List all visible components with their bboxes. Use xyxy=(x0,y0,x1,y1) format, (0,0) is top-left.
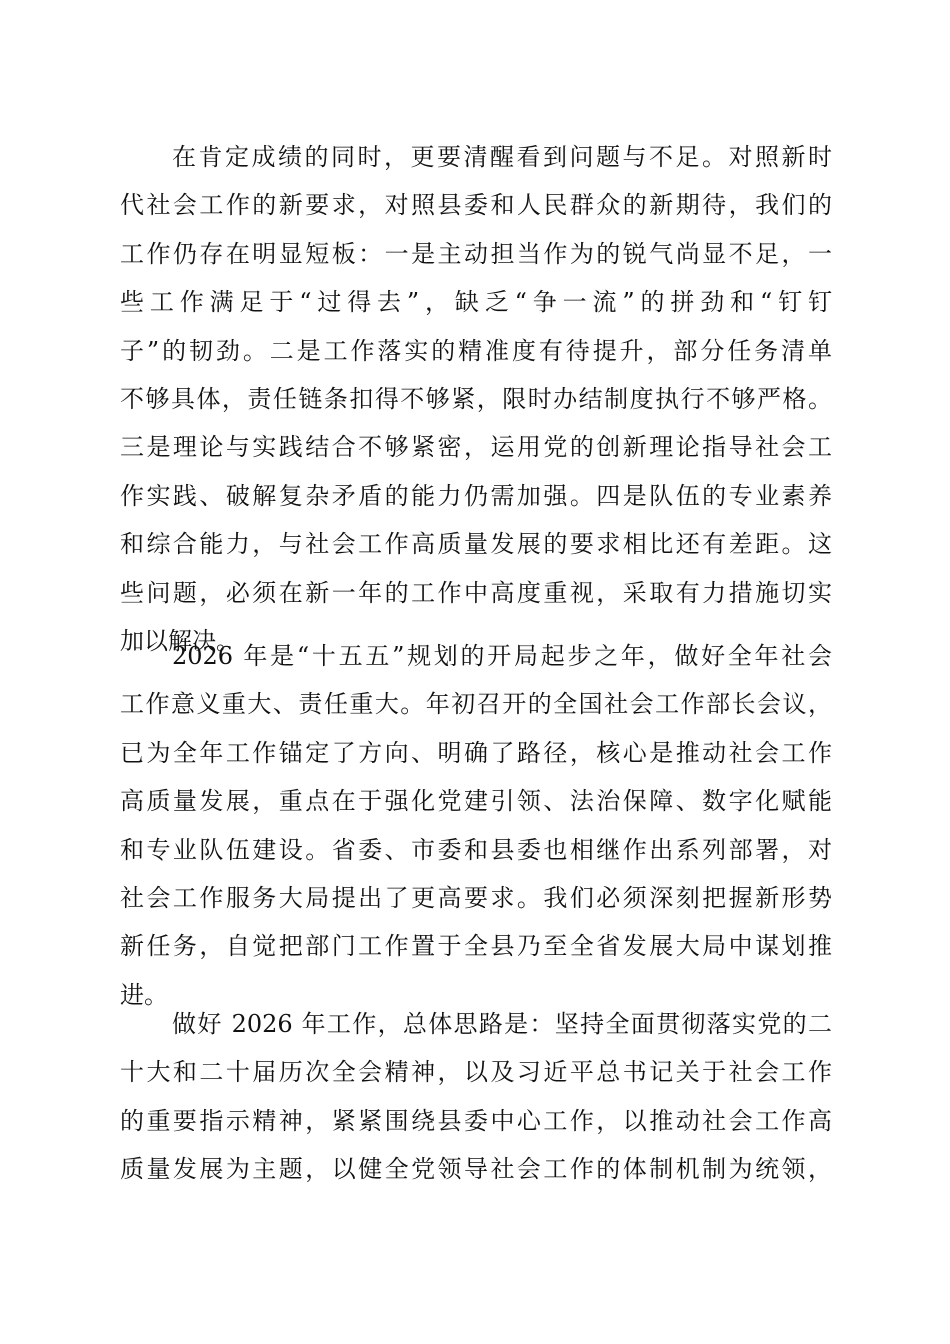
paragraph-problems xyxy=(120,133,832,665)
text-line: 加以解决。 xyxy=(120,626,240,655)
text-line: 工作仍存在明显短板：一是主动担当作为的锐气尚显不足，一 xyxy=(120,239,832,268)
text-line: 新任务，自觉把部门工作置于全县乃至全省发展大局中谋划推 xyxy=(120,932,832,961)
text-line: 十大和二十届历次全会精神，以及习近平总书记关于社会工作 xyxy=(120,1058,832,1087)
text-line: 已为全年工作锚定了方向、明确了路径，核心是推动社会工作 xyxy=(120,738,832,767)
paragraph-overall-approach xyxy=(120,1000,832,1194)
text-line: 社会工作服务大局提出了更高要求。我们必须深刻把握新形势 xyxy=(120,883,832,912)
text-line: 做好 2026 年工作，总体思路是：坚持全面贯彻落实党的二 xyxy=(172,1010,832,1038)
text-line: 进。 xyxy=(120,980,168,1009)
text-line: 子”的韧劲。二是工作落实的精准度有待提升，部分任务清单 xyxy=(120,336,832,365)
text-line: 三是理论与实践结合不够紧密，运用党的创新理论指导社会工 xyxy=(120,433,832,462)
text-line: 作实践、破解复杂矛盾的能力仍需加强。四是队伍的专业素养 xyxy=(120,481,832,510)
text-line: 的重要指示精神，紧紧围绕县委中心工作，以推动社会工作高 xyxy=(120,1106,832,1135)
text-line: 代社会工作的新要求，对照县委和人民群众的新期待，我们的 xyxy=(120,191,832,220)
text-line: 高质量发展，重点在于强化党建引领、法治保障、数字化赋能 xyxy=(120,787,832,816)
text-line: 不够具体，责任链条扣得不够紧，限时办结制度执行不够严格。 xyxy=(120,384,832,413)
text-line: 在肯定成绩的同时，更要清醒看到问题与不足。对照新时 xyxy=(172,143,832,171)
text-line: 2026 年是“十五五”规划的开局起步之年，做好全年社会 xyxy=(172,642,832,670)
text-line: 工作意义重大、责任重大。年初召开的全国社会工作部长会议， xyxy=(120,690,832,719)
paragraph-2026-context xyxy=(120,632,832,1019)
text-line: 和综合能力，与社会工作高质量发展的要求相比还有差距。这 xyxy=(120,530,832,559)
text-line: 质量发展为主题，以健全党领导社会工作的体制机制为统领， xyxy=(120,1155,832,1184)
text-line: 和专业队伍建设。省委、市委和县委也相继作出系列部署，对 xyxy=(120,835,832,864)
text-line: 些工作满足于“过得去”，缺乏“争一流”的拼劲和“钉钉 xyxy=(120,288,832,317)
text-line: 些问题，必须在新一年的工作中高度重视，采取有力措施切实 xyxy=(120,578,832,607)
